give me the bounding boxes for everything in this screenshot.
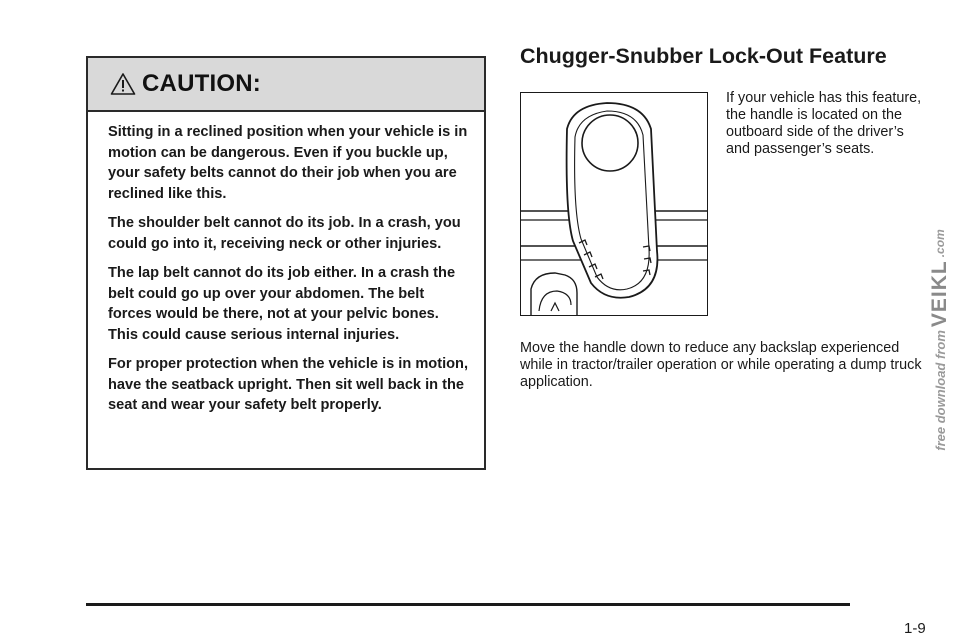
watermark-logo: VEIKL [928, 260, 951, 328]
page-number: 1-9 [904, 620, 926, 637]
seat-handle-illustration [520, 92, 708, 316]
caution-paragraph: The lap belt cannot do its job either. In a crash the belt could go up over your abdomen. The belt forces would be there, not at your pelvic bones. This could cause serious internal injuries. [108, 265, 456, 343]
seat-handle-drawing [521, 93, 707, 315]
caution-body [88, 112, 484, 416]
feature-instruction-text: Move the handle down to reduce any backslap experienced while in tractor/trailer operation or while operating a dump truck application. [520, 340, 922, 390]
warning-triangle-icon [110, 72, 136, 96]
caution-paragraph: The shoulder belt cannot do its job. In a crash, you could go into it, receiving neck or other injuries. [108, 215, 461, 252]
footer-rule [86, 603, 850, 606]
caution-header [88, 58, 484, 112]
watermark-prefix: free download from [932, 330, 948, 451]
caution-box [86, 56, 486, 470]
section-heading: Chugger-Snubber Lock-Out Feature [520, 44, 887, 68]
caution-paragraph: For proper protection when the vehicle is in motion, have the seatback upright. Then sit well back in the seat and wear your safety belt properly. [108, 356, 469, 413]
watermark-tld: .com [933, 229, 947, 258]
caution-title: CAUTION: [142, 70, 261, 97]
download-watermark [928, 229, 952, 450]
caution-paragraph: Sitting in a reclined position when your vehicle is in motion can be dangerous. Even if you buckle up, your safety belts cannot do their job when you are reclined like this. [108, 124, 468, 202]
feature-location-text: If your vehicle has this feature, the handle is located on the outboard side of the driver’s and passenger’s seats. [726, 90, 922, 157]
